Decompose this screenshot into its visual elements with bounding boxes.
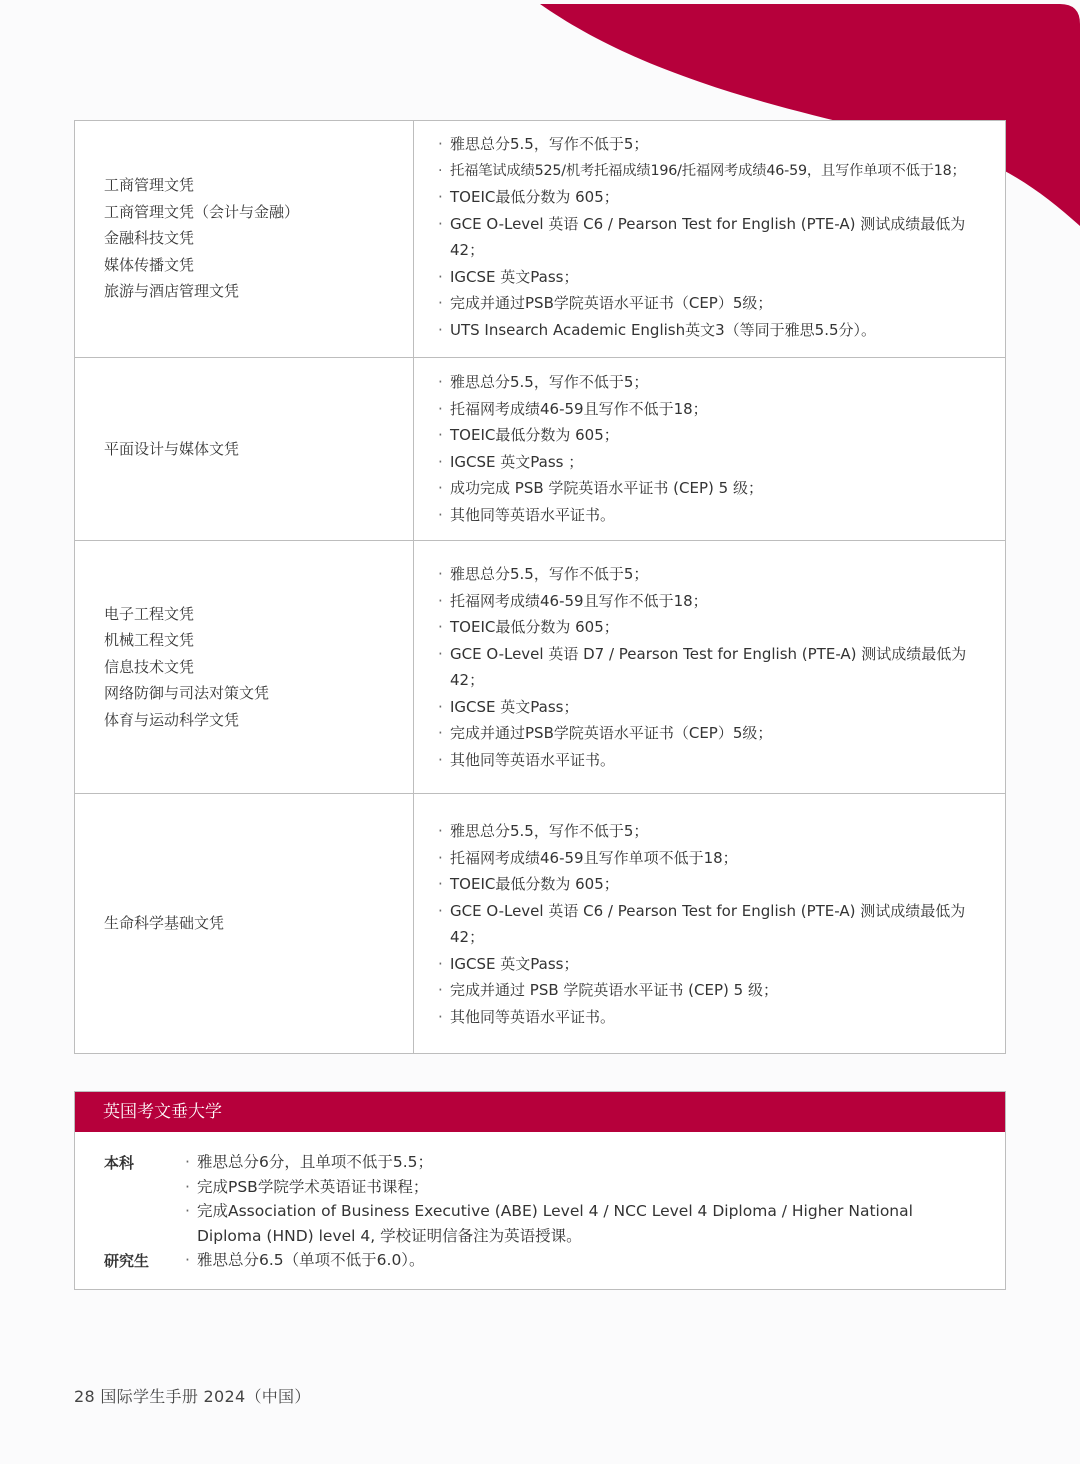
requirements-cell [414, 358, 1005, 540]
undergrad-requirements [75, 1150, 1005, 1248]
program-name: 金融科技文凭 [104, 229, 195, 247]
coventry-university-section [74, 1091, 1006, 1290]
requirement-item: · 托福网考成绩46-59且写作不低于18； [438, 588, 999, 615]
requirement-item: · 雅思总分6分，且单项不低于5.5； [185, 1150, 975, 1175]
requirement-item: · IGCSE 英文Pass； [438, 951, 999, 978]
program-name: 机械工程文凭 [104, 631, 195, 650]
requirement-item: · 完成Association of Business Executive (ABE) Level 4 / NCC Level 4 Diploma / Higher National Diploma (HND) level 4, 学校证明信备注为英语授课。 [185, 1199, 975, 1248]
requirement-item: · 其他同等英语水平证书。 [438, 1004, 999, 1031]
requirement-item: · IGCSE 英文Pass； [438, 694, 999, 721]
requirement-item: · GCE O-Level 英语 C6 / Pearson Test for English (PTE-A) 测试成绩最低为 42； [438, 898, 978, 951]
program-name: 旅游与酒店管理文凭 [104, 282, 240, 300]
postgrad-requirements [75, 1248, 1005, 1273]
requirement-item: · 其他同等英语水平证书。 [438, 502, 999, 529]
program-name: 媒体传播文凭 [104, 255, 195, 274]
requirement-item: · 完成并通过PSB学院英语水平证书（CEP）5级； [438, 290, 999, 317]
requirement-item: · 雅思总分6.5（单项不低于6.0）。 [185, 1248, 975, 1273]
requirement-item: · UTS Insearch Academic English英文3（等同于雅思5.5分）。 [438, 317, 999, 344]
program-cell [75, 541, 414, 793]
requirement-item: · 完成并通过 PSB 学院英语水平证书 (CEP) 5 级； [438, 977, 999, 1004]
page-footer: 28 国际学生手册 2024（中国） [74, 1387, 311, 1406]
requirement-item: · GCE O-Level 英语 D7 / Pearson Test for English (PTE-A) 测试成绩最低为 42； [438, 641, 978, 694]
requirement-item: · 托福网考成绩46-59且写作不低于18； [438, 396, 999, 423]
program-cell [75, 794, 414, 1053]
requirement-item: · 完成PSB学院学术英语证书课程； [185, 1175, 975, 1200]
requirement-item: · IGCSE 英文Pass ； [438, 449, 999, 476]
table-row [75, 540, 1005, 793]
requirement-item: · TOEIC最低分数为 605； [438, 184, 999, 211]
requirement-item: · 托福网考成绩46-59且写作单项不低于18； [438, 845, 999, 872]
postgrad-label: 研究生 [104, 1252, 150, 1270]
requirement-item: · TOEIC最低分数为 605； [438, 422, 999, 449]
requirement-item: · GCE O-Level 英语 C6 / Pearson Test for English (PTE-A) 测试成绩最低为 42； [438, 211, 978, 264]
program-name: 生命科学基础文凭 [104, 914, 225, 933]
requirement-item: · 雅思总分5.5，写作不低于5； [438, 818, 999, 845]
requirement-item: · 完成并通过PSB学院英语水平证书（CEP）5级； [438, 720, 999, 747]
requirement-item: · 成功完成 PSB 学院英语水平证书 (CEP) 5 级； [438, 475, 999, 502]
table-row [75, 357, 1005, 540]
requirements-cell [414, 794, 1005, 1053]
program-name: 电子工程文凭 [104, 604, 195, 623]
program-cell [75, 121, 414, 357]
requirement-item: · 托福笔试成绩525/机考托福成绩196/托福网考成绩46-59，且写作单项不低于18； [438, 158, 999, 185]
program-name: 网络防御与司法对策文凭 [104, 684, 270, 703]
table-row [75, 121, 1005, 357]
requirement-item: · TOEIC最低分数为 605； [438, 871, 999, 898]
program-name: 工商管理文凭 [104, 176, 195, 194]
requirement-item: · 其他同等英语水平证书。 [438, 747, 999, 774]
section-title: 英国考文垂大学 [75, 1092, 1005, 1132]
program-name: 信息技术文凭 [104, 657, 195, 676]
requirement-item: · 雅思总分5.5，写作不低于5； [438, 369, 999, 396]
requirements-cell [414, 121, 1005, 357]
requirements-cell [414, 541, 1005, 793]
program-cell [75, 358, 414, 540]
table-row [75, 793, 1005, 1053]
program-name: 平面设计与媒体文凭 [104, 439, 240, 458]
requirement-item: · 雅思总分5.5，写作不低于5； [438, 131, 999, 158]
undergrad-label: 本科 [104, 1154, 135, 1172]
requirement-item: · 雅思总分5.5，写作不低于5； [438, 561, 999, 588]
requirement-item: · IGCSE 英文Pass； [438, 264, 999, 291]
program-name: 工商管理文凭（会计与金融） [104, 202, 300, 221]
requirements-table [74, 120, 1006, 1054]
program-name: 体育与运动科学文凭 [104, 710, 240, 729]
requirement-item: · TOEIC最低分数为 605； [438, 614, 999, 641]
section-body [75, 1132, 1005, 1273]
